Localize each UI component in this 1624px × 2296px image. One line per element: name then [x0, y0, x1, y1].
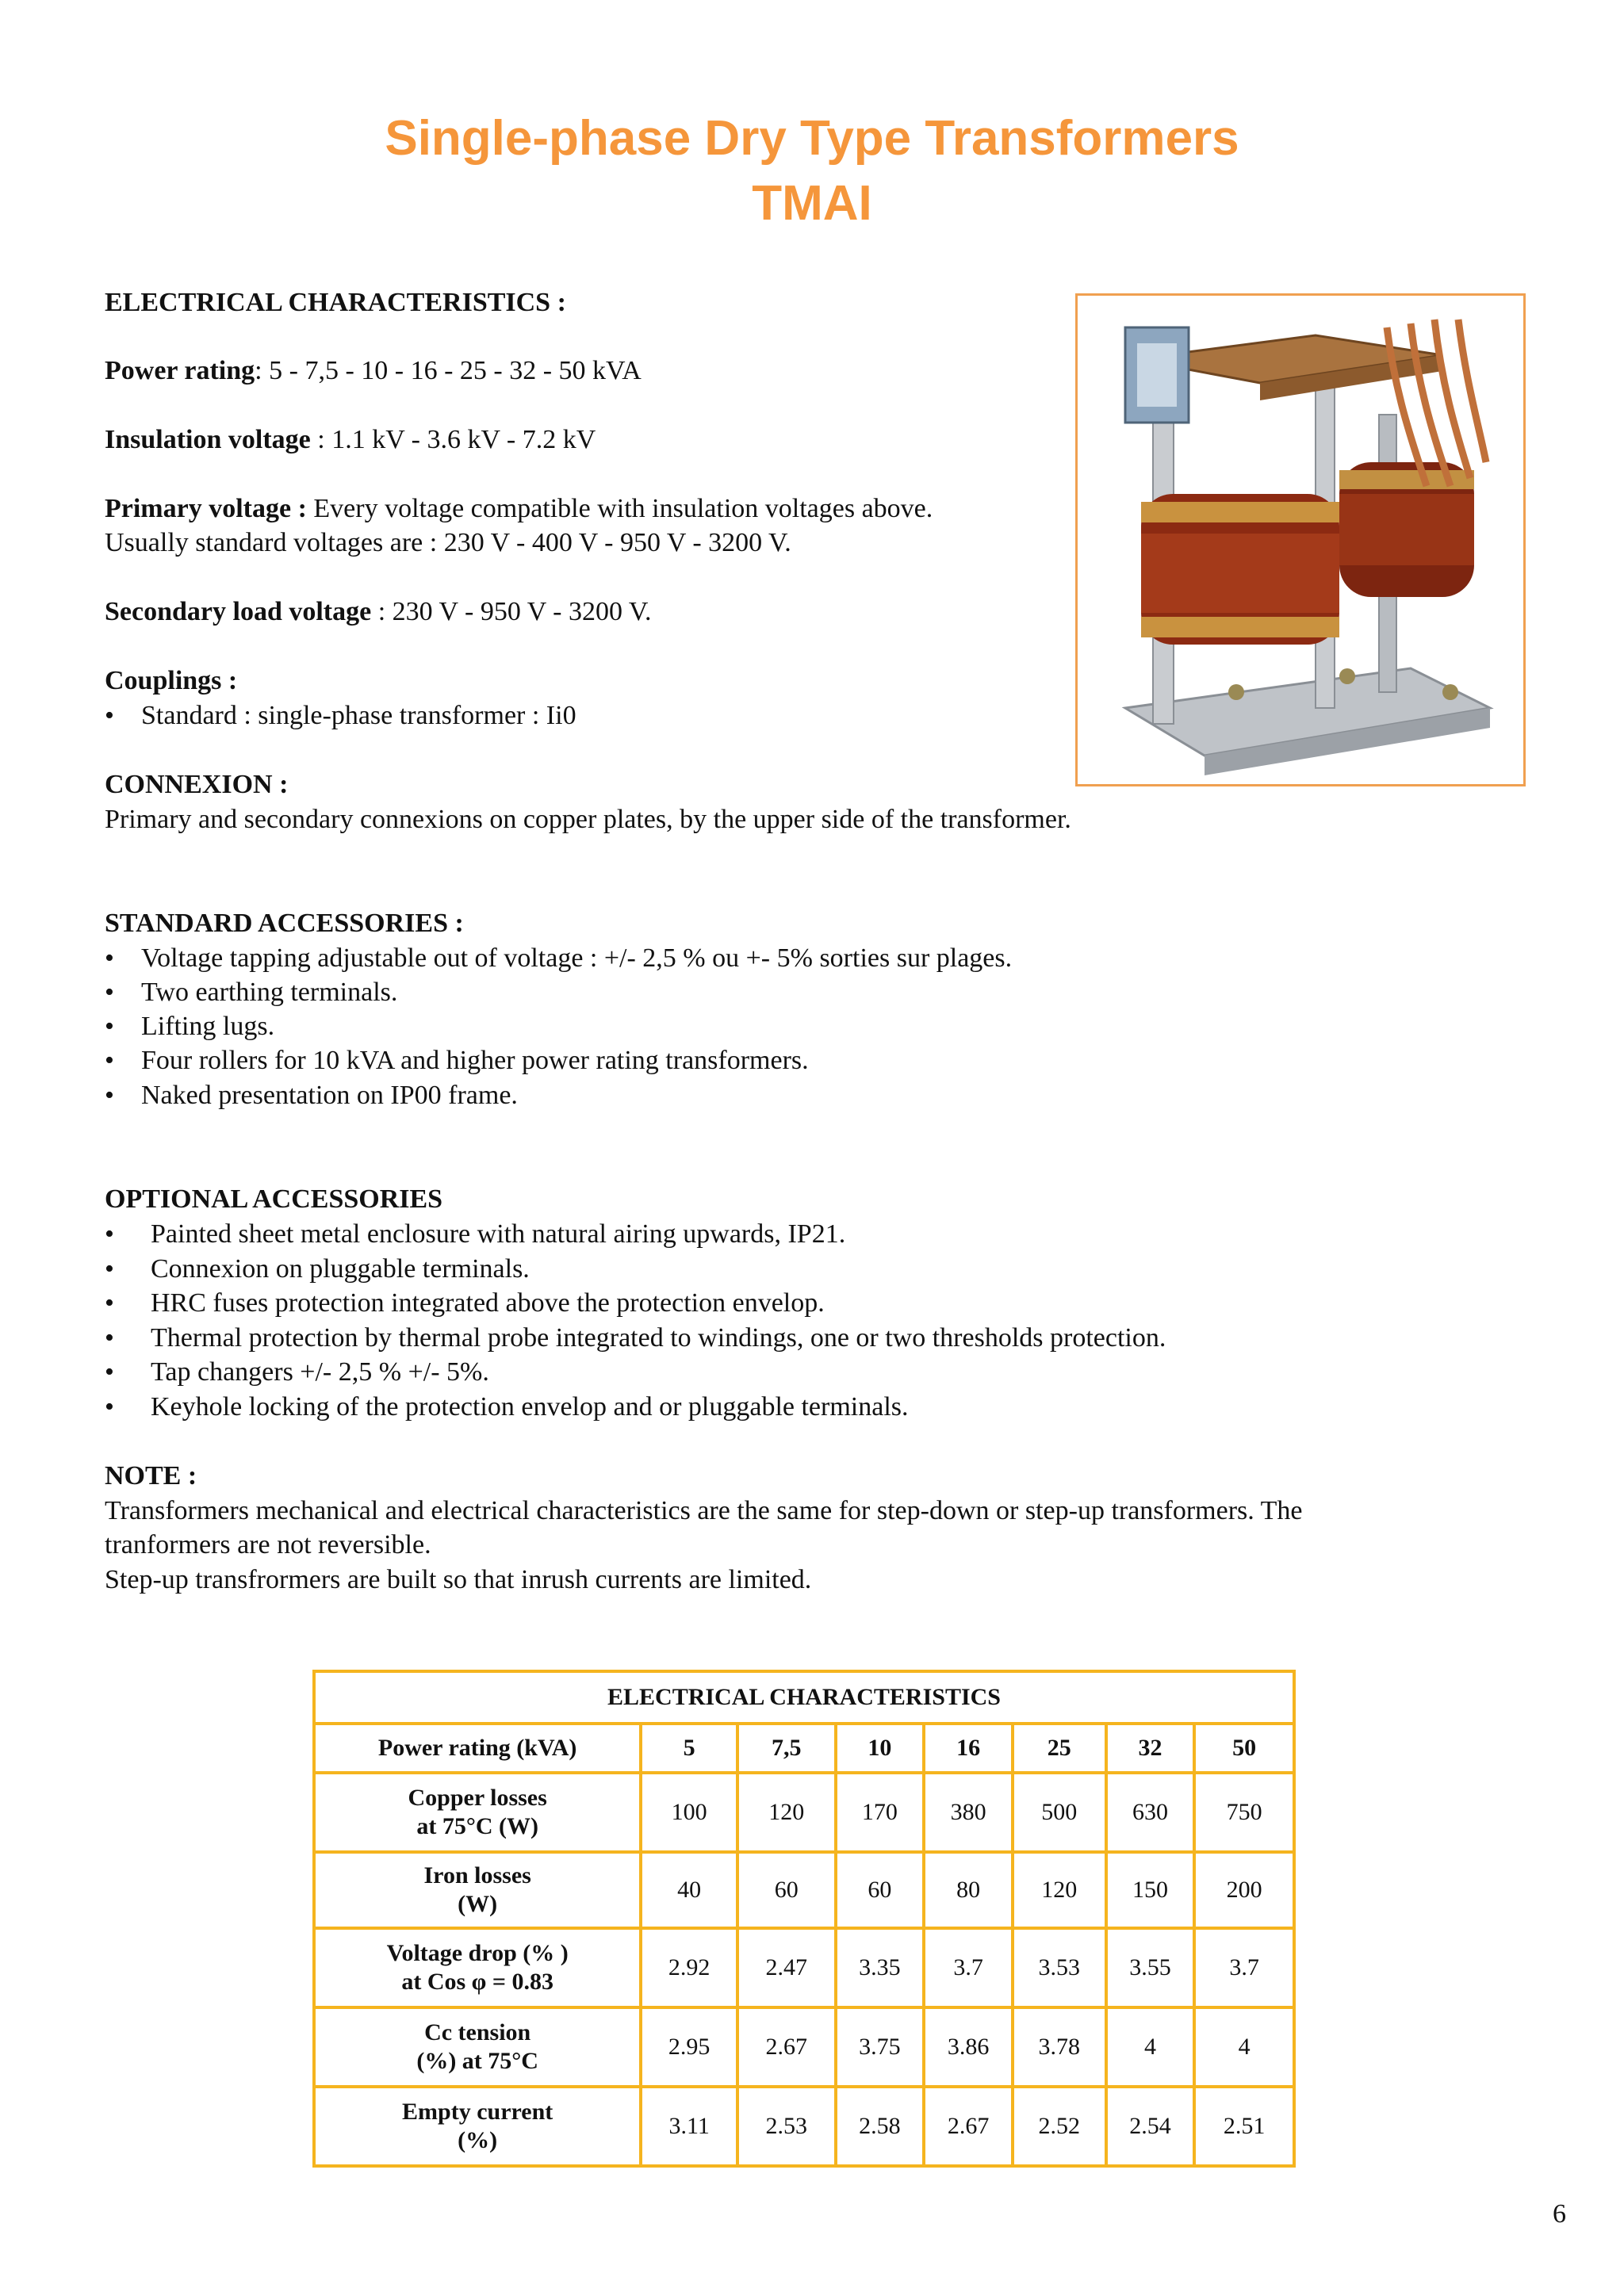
- table-cell: 2.47: [737, 1928, 836, 2007]
- page-number: 6: [1553, 2199, 1566, 2229]
- row-label: Copper losses at 75°C (W): [314, 1773, 641, 1852]
- table-cell: 3.55: [1106, 1928, 1195, 2007]
- primary-voltage-line: [105, 493, 933, 525]
- bullet-icon: •: [105, 1357, 114, 1387]
- table-row: [314, 2007, 1294, 2087]
- bullet-icon: •: [105, 1323, 114, 1353]
- bullet-icon: •: [105, 1288, 114, 1318]
- row-label: Empty current (%): [314, 2087, 641, 2166]
- power-rating-value: : 5 - 7,5 - 10 - 16 - 25 - 32 - 50 kVA: [255, 356, 642, 385]
- table-column-header: 32: [1106, 1724, 1195, 1773]
- table-column-header: 16: [924, 1724, 1013, 1773]
- table-cell: 40: [641, 1852, 737, 1928]
- connexion-text: Primary and secondary connexions on copper plates, by the upper side of the transformer.: [105, 805, 1071, 834]
- bullet-icon: •: [105, 1392, 114, 1422]
- note-line: Step-up transfrormers are built so that inrush currents are limited.: [105, 1565, 812, 1594]
- table-cell: 200: [1194, 1852, 1294, 1928]
- table-cell: 3.86: [924, 2007, 1013, 2087]
- table-cell: 630: [1106, 1773, 1195, 1852]
- bullet-icon: •: [105, 978, 114, 1007]
- table-cell: 3.78: [1013, 2007, 1106, 2087]
- document-subtitle: TMAI: [752, 176, 872, 231]
- table-cell: 2.52: [1013, 2087, 1106, 2166]
- electrical-heading: ELECTRICAL CHARACTERISTICS :: [105, 288, 566, 317]
- table-row: [314, 2087, 1294, 2166]
- table-cell: 100: [641, 1773, 737, 1852]
- connexion-heading: CONNEXION :: [105, 770, 289, 799]
- secondary-voltage-value: : 230 V - 950 V - 3200 V.: [371, 597, 652, 626]
- standard-accessories-heading: STANDARD ACCESSORIES :: [105, 909, 464, 938]
- secondary-voltage-label: Secondary load voltage: [105, 597, 372, 626]
- power-rating-line: [105, 355, 642, 387]
- table-column-header: 25: [1013, 1724, 1106, 1773]
- table-cell: 3.7: [1194, 1928, 1294, 2007]
- bullet-icon: •: [105, 1046, 114, 1075]
- bullet-icon: •: [105, 1012, 114, 1041]
- primary-voltage-standard: Usually standard voltages are : 230 V - 400 V - 950 V - 3200 V.: [105, 528, 791, 557]
- optional-accessories-heading: OPTIONAL ACCESSORIES: [105, 1184, 443, 1214]
- table-cell: 3.35: [836, 1928, 925, 2007]
- table-header-row: [314, 1724, 1294, 1773]
- bullet-icon: •: [105, 1081, 114, 1110]
- bullet-icon: •: [105, 1254, 114, 1284]
- table-cell: 500: [1013, 1773, 1106, 1852]
- electrical-characteristics-table: [312, 1670, 1296, 2168]
- table-cell: 3.75: [836, 2007, 925, 2087]
- table-cell: 3.7: [924, 1928, 1013, 2007]
- table-cell: 2.67: [737, 2007, 836, 2087]
- table-column-header: 50: [1194, 1724, 1294, 1773]
- transformer-illustration: [1078, 296, 1523, 784]
- table-cell: 3.53: [1013, 1928, 1106, 2007]
- bullet-icon: •: [105, 1219, 114, 1249]
- note-line: tranformers are not reversible.: [105, 1530, 431, 1559]
- table-cell: 120: [1013, 1852, 1106, 1928]
- table-cell: 2.54: [1106, 2087, 1195, 2166]
- document-title: Single-phase Dry Type Transformers: [385, 111, 1239, 166]
- row-label: Voltage drop (% ) at Cos φ = 0.83: [314, 1928, 641, 2007]
- table-cell: 3.11: [641, 2087, 737, 2166]
- table-header-label: Power rating (kVA): [314, 1724, 641, 1773]
- table-title: ELECTRICAL CHARACTERISTICS: [314, 1671, 1294, 1724]
- table-cell: 2.58: [836, 2087, 925, 2166]
- couplings-heading: Couplings :: [105, 666, 238, 695]
- table-cell: 80: [924, 1852, 1013, 1928]
- table-cell: 60: [737, 1852, 836, 1928]
- bullet-icon: •: [105, 943, 114, 973]
- table-row: [314, 1773, 1294, 1852]
- table-cell: 2.92: [641, 1928, 737, 2007]
- table-cell: 120: [737, 1773, 836, 1852]
- table-cell: 150: [1106, 1852, 1195, 1928]
- transformer-photo: [1075, 293, 1526, 786]
- insulation-voltage-value: : 1.1 kV - 3.6 kV - 7.2 kV: [310, 425, 596, 454]
- bullet-icon: •: [105, 701, 114, 730]
- table-cell: 170: [836, 1773, 925, 1852]
- row-label: Iron losses (W): [314, 1852, 641, 1928]
- table-row: [314, 1928, 1294, 2007]
- table-column-header: 10: [836, 1724, 925, 1773]
- table-row: [314, 1852, 1294, 1928]
- table-cell: 2.95: [641, 2007, 737, 2087]
- table-cell: 2.67: [924, 2087, 1013, 2166]
- note-line: Transformers mechanical and electrical characteristics are the same for step-down or step-up transformers. The: [105, 1496, 1303, 1525]
- primary-voltage-value: Every voltage compatible with insulation voltages above.: [306, 494, 933, 523]
- insulation-voltage-label: Insulation voltage: [105, 425, 311, 454]
- power-rating-label: Power rating: [105, 356, 255, 385]
- table-cell: 4: [1106, 2007, 1195, 2087]
- table-cell: 4: [1194, 2007, 1294, 2087]
- table-column-header: 5: [641, 1724, 737, 1773]
- table-cell: 60: [836, 1852, 925, 1928]
- table-cell: 2.53: [737, 2087, 836, 2166]
- note-heading: NOTE :: [105, 1461, 197, 1490]
- row-label: Cc tension (%) at 75°C: [314, 2007, 641, 2087]
- table-column-header: 7,5: [737, 1724, 836, 1773]
- table-cell: 2.51: [1194, 2087, 1294, 2166]
- table-cell: 750: [1194, 1773, 1294, 1852]
- secondary-voltage-line: [105, 596, 652, 628]
- primary-voltage-label: Primary voltage :: [105, 494, 307, 523]
- table-cell: 380: [924, 1773, 1013, 1852]
- insulation-voltage-line: [105, 424, 596, 456]
